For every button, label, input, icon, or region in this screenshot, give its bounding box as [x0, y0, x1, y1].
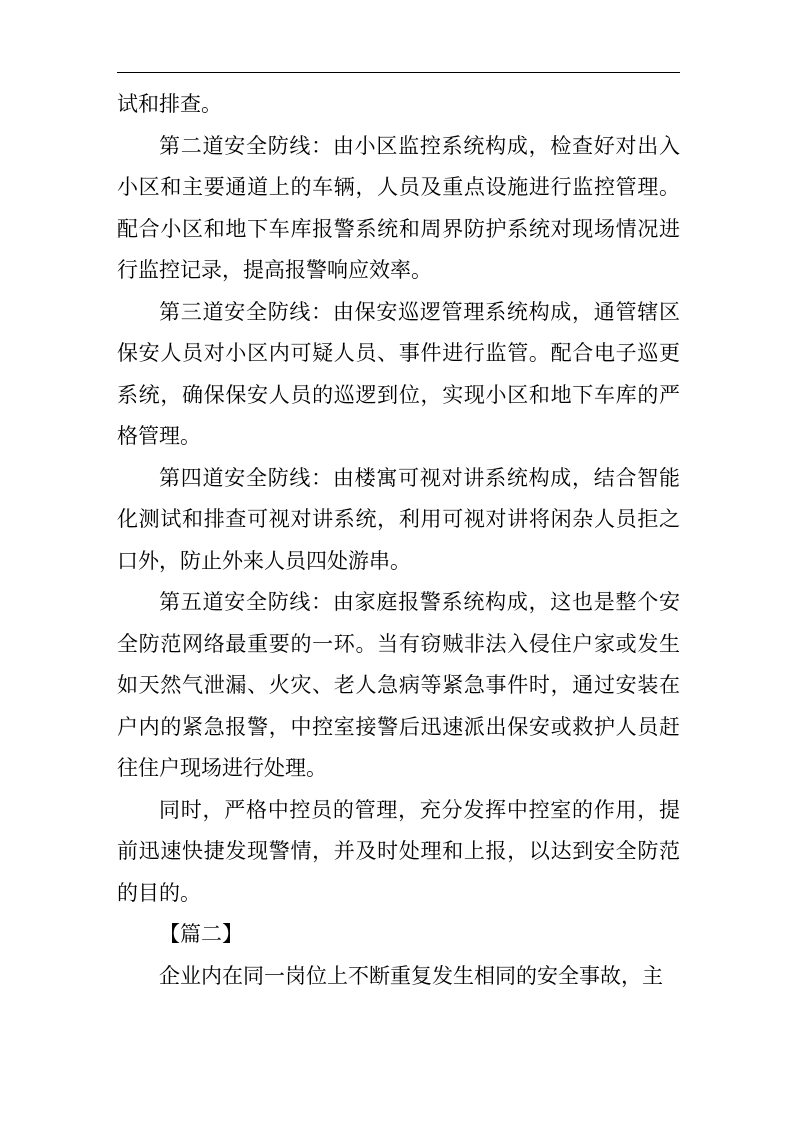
paragraph-fourth-defense: 第四道安全防线：由楼寓可视对讲系统构成，结合智能化测试和排查可视对讲系统，利用可视对讲将闲杂人员拒之口外，防止外来人员四处游串。	[117, 465, 680, 573]
paragraph-section-two-start: 企业内在同一岗位上不断重复发生相同的安全事故，主	[159, 963, 663, 988]
paragraph-second-defense: 第二道安全防线：由小区监控系统构成，检查好对出入小区和主要通道上的车辆，人员及重点设施进行监控管理。配合小区和地下车库报警系统和周界防护系统对现场情况进行监控记录，提高报警响应效率。	[117, 133, 680, 282]
section-heading: 【篇二】	[159, 922, 243, 946]
document-body	[117, 84, 680, 997]
paragraph-third-defense: 第三道安全防线：由保安巡逻管理系统构成，通管辖区保安人员对小区内可疑人员、事件进行监管。配合电子巡更系统，确保保安人员的巡逻到位，实现小区和地下车库的严格管理。	[117, 299, 680, 448]
paragraph-fifth-defense: 第五道安全防线：由家庭报警系统构成，这也是整个安全防范网络最重要的一环。当有窃贼非法入侵住户家或发生如天然气泄漏、火灾、老人急病等紧急事件时，通过安装在户内的紧急报警，中控室接警后迅速派出保安或救护人员赶往住户现场进行处理。	[117, 590, 680, 780]
header-rule	[117, 72, 680, 73]
paragraph-control-room: 同时，严格中控员的管理，充分发挥中控室的作用，提前迅速快捷发现警情，并及时处理和上报，以达到安全防范的目的。	[117, 797, 680, 905]
continuation-text: 试和排查。	[117, 92, 222, 116]
